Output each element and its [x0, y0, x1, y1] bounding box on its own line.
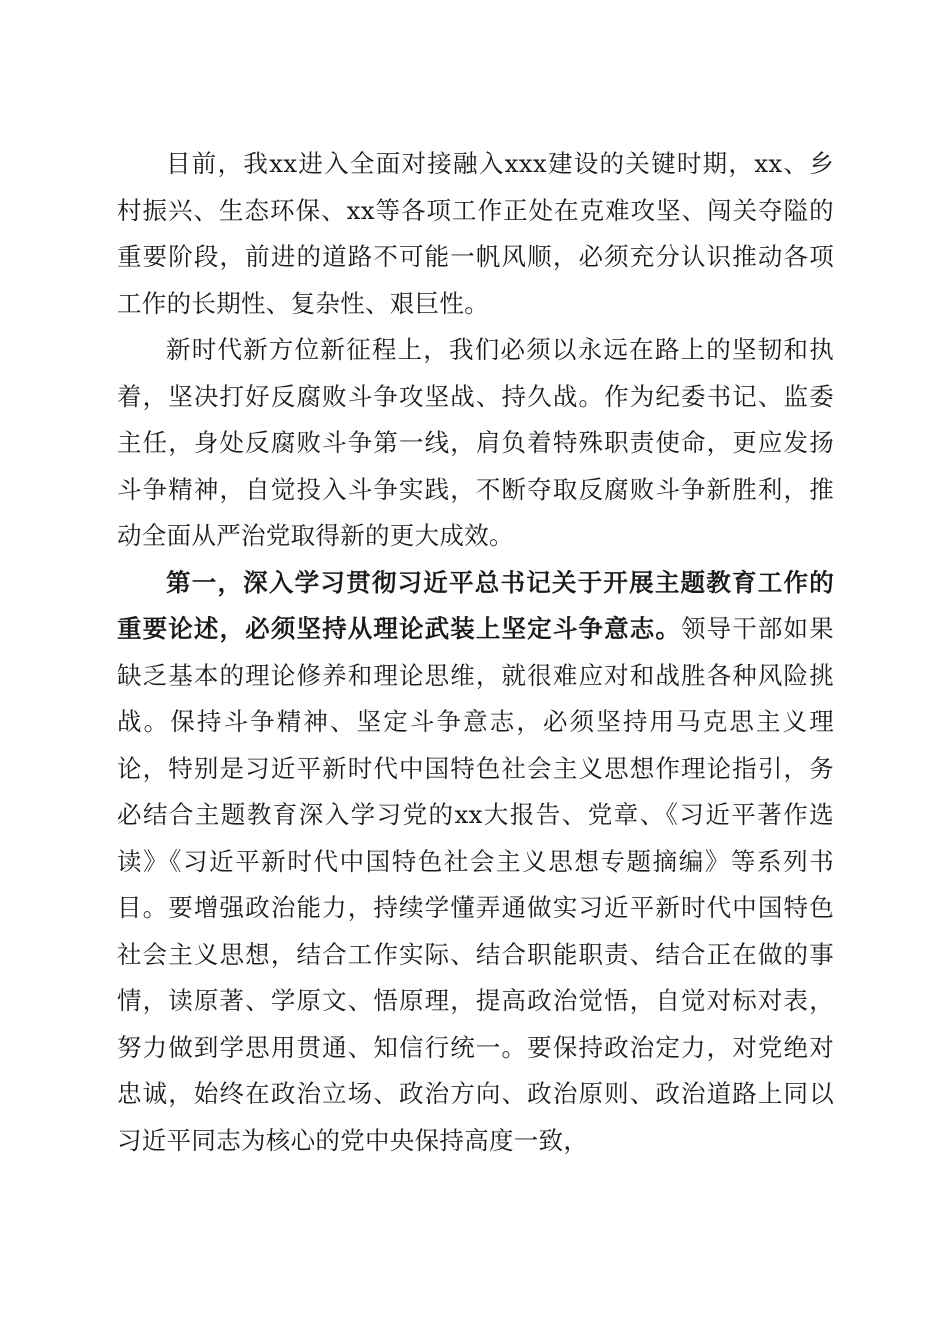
paragraph-new-era-anticorruption: 新时代新方位新征程上，我们必须以永远在路上的坚韧和执着，坚决打好反腐败斗争攻坚战、持久战。作为纪委书记、监委主任，身处反腐败斗争第一线，肩负着特殊职责使命，更应发扬斗争精神，自觉投入斗争实践，不断夺取反腐败斗争新胜利，推动全面从严治党取得新的更大成效。 — [117, 335, 834, 550]
first-point-heading: 第一，深入学习贯彻习近平总书记关于开展主题教育工作的重要论述，必须坚持从理论武装上坚定斗争意志。 — [117, 567, 834, 643]
document-body — [117, 141, 834, 1164]
paragraph-current-situation: 目前，我xx进入全面对接融入xxx建设的关键时期，xx、乡村振兴、生态环保、xx等各项工作正处在克难攻坚、闯关夺隘的重要阶段，前进的道路不可能一帆风顺，必须充分认识推动各项工作的长期性、复杂性、艰巨性。 — [117, 149, 834, 318]
first-point-body: 领导干部如果缺乏基本的理论修养和理论思维，就很难应对和战胜各种风险挑战。保持斗争精神、坚定斗争意志，必须坚持用马克思主义理论，特别是习近平新时代中国特色社会主义思想作理论指引，务必结合主题教育深入学习党的xx大报告、党章、《习近平著作选读》《习近平新时代中国特色社会主义思想专题摘编》等系列书目。要增强政治能力，持续学懂弄通做实习近平新时代中国特色社会主义思想，结合工作实际、结合职能职责、结合正在做的事情，读原著、学原文、悟原理，提高政治觉悟，自觉对标对表，努力做到学思用贯通、知信行统一。要保持政治定力，对党绝对忠诚，始终在政治立场、政治方向、政治原则、政治道路上同以习近平同志为核心的党中央保持高度一致， — [117, 614, 834, 1155]
paragraph-first-point — [117, 560, 834, 1165]
